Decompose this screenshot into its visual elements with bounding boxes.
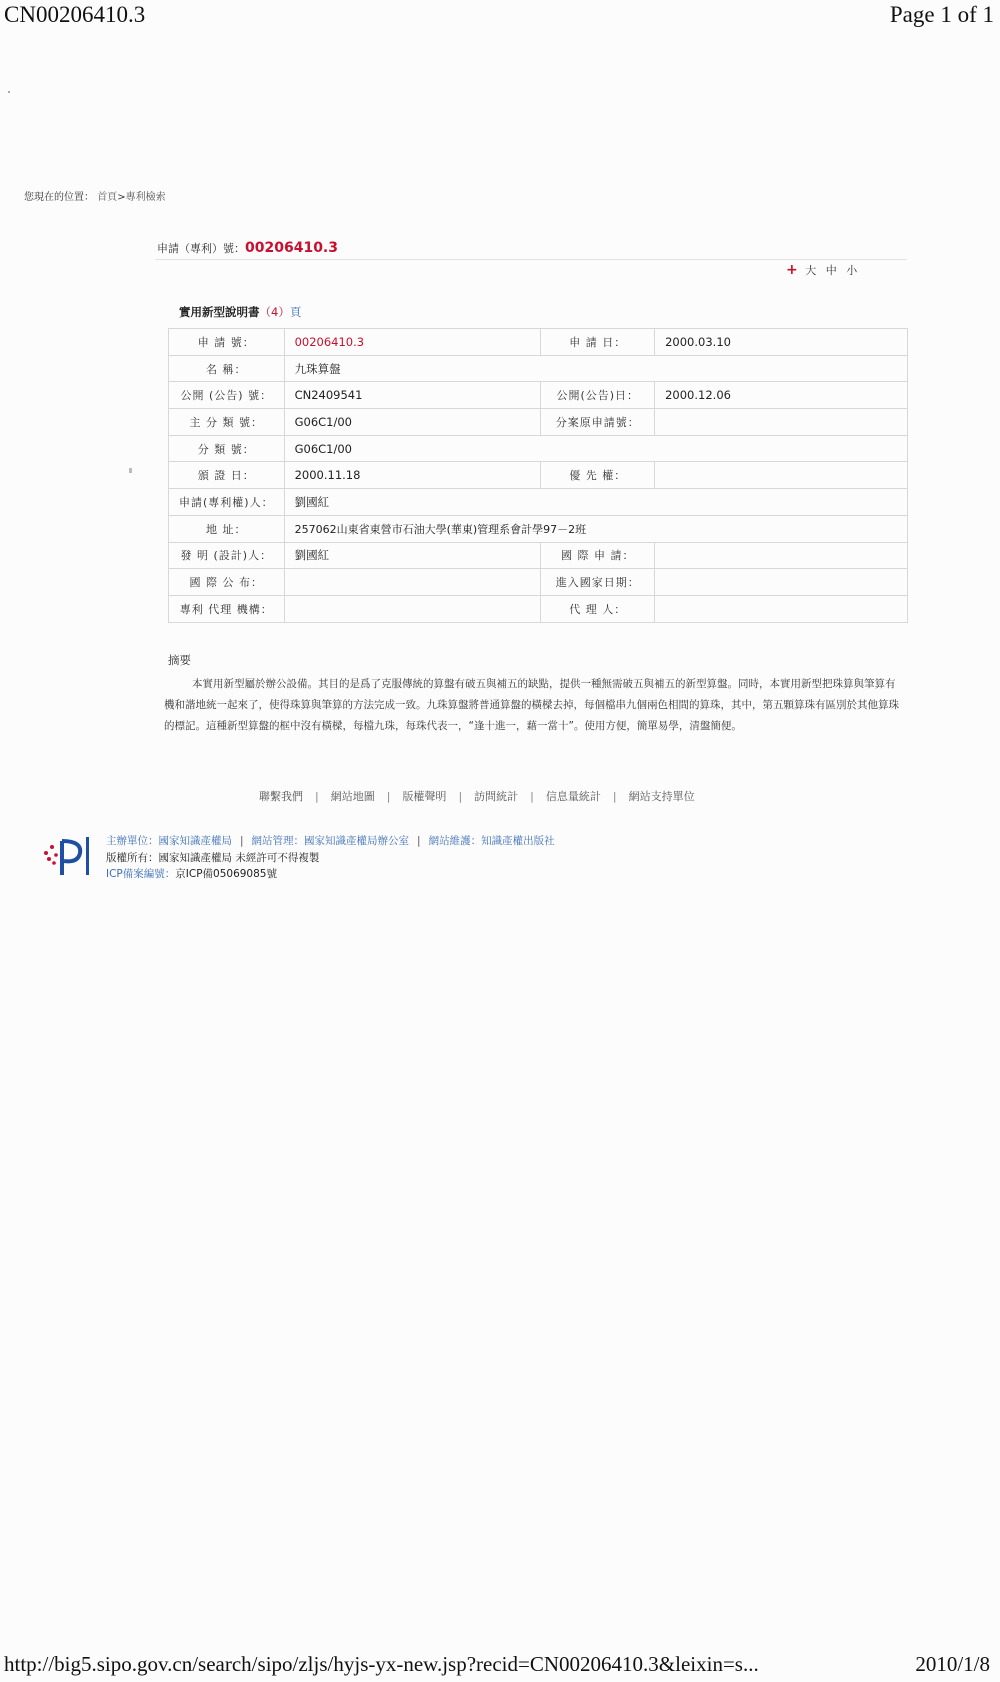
title-divider: [155, 259, 907, 260]
value-app-number: 00206410.3: [284, 329, 541, 356]
spec-page-unit: 頁: [289, 305, 302, 319]
scan-speck: [8, 91, 10, 93]
print-header-doc-id: CN00206410.3: [4, 2, 146, 27]
label-name: 名 稱：: [169, 355, 285, 382]
value-agent: [655, 595, 908, 622]
footer-icp: [106, 866, 277, 881]
value-pub-number: CN2409541: [284, 382, 541, 409]
value-main-class: G06C1/00: [284, 409, 541, 436]
footer-link-visit-stats[interactable]: 訪問統計: [474, 790, 519, 803]
print-footer-date: 2010/1/8: [915, 1652, 990, 1676]
footer-maintain: 網站維護：知識產權出版社: [428, 835, 555, 847]
table-row: [169, 542, 908, 569]
value-address: 257062山東省東營市石油大學(華東)管理系會計學97－2班: [284, 515, 907, 542]
value-intl-publication: [284, 569, 541, 596]
app-number-label: 申請（專利）號：: [157, 242, 245, 255]
font-size-small-button[interactable]: 小: [846, 264, 858, 277]
table-row: [169, 569, 908, 596]
table-row: [169, 409, 908, 436]
print-header-page: Page 1 of 1: [889, 2, 994, 27]
footer-link-supporters[interactable]: 網站支持單位: [628, 790, 695, 803]
font-size-control: [786, 262, 863, 278]
sipo-logo-icon: [40, 835, 92, 879]
label-intl-publication: 國 際 公 布：: [169, 569, 285, 596]
value-agency: [284, 595, 541, 622]
app-number-value: 00206410.3: [245, 240, 338, 256]
page-title: [157, 240, 338, 256]
table-row: [169, 462, 908, 489]
value-inventor: 劉國紅: [284, 542, 541, 569]
value-name: 九珠算盤: [284, 355, 907, 382]
value-app-date: 2000.03.10: [655, 329, 908, 356]
label-app-date: 申 請 日：: [541, 329, 655, 356]
value-pub-date: 2000.12.06: [655, 382, 908, 409]
value-grant-date: 2000.11.18: [284, 462, 541, 489]
plus-icon: +: [786, 262, 798, 278]
label-intl-application: 國 際 申 請：: [541, 542, 655, 569]
table-row: [169, 355, 908, 382]
breadcrumb-patent-search-link[interactable]: 專利檢索: [125, 192, 166, 203]
scan-speck: [129, 468, 132, 473]
abstract-heading: 摘要: [168, 653, 191, 667]
breadcrumb-label: 您現在的位置：: [24, 192, 94, 203]
footer-link-sitemap[interactable]: 網站地圖: [330, 790, 375, 803]
value-intl-application: [655, 542, 908, 569]
footer-link-contact[interactable]: 聯繫我們: [259, 790, 303, 803]
label-applicant: 申請(專利權)人：: [169, 489, 285, 516]
table-row: [169, 489, 908, 516]
spec-pages-link[interactable]: [179, 304, 301, 320]
breadcrumb: [24, 188, 166, 203]
label-address: 地 址：: [169, 515, 285, 542]
label-agent: 代 理 人：: [541, 595, 655, 622]
footer-copyright: 版權所有：國家知識產權局 未經許可不得複製: [106, 852, 320, 864]
table-row: [169, 595, 908, 622]
value-priority: [655, 462, 908, 489]
table-row: [169, 382, 908, 409]
value-national-entry-date: [655, 569, 908, 596]
footer-host: 主辦單位：國家知識產權局: [106, 835, 232, 847]
font-size-large-button[interactable]: 大: [805, 264, 817, 277]
footer-link-copyright[interactable]: 版權聲明: [402, 790, 447, 803]
footer-icp-value: 京ICP備05069085號: [175, 868, 277, 880]
label-national-entry-date: 進入國家日期：: [541, 569, 655, 596]
label-inventor: 發 明 (設計)人：: [169, 542, 285, 569]
footer-nav: 聯繫我們 | 網站地圖 | 版權聲明 | 訪問統計 | 信息量統計 | 網站支持單位: [259, 790, 695, 803]
breadcrumb-home-link[interactable]: 首頁: [97, 192, 118, 203]
value-divisional: [655, 409, 908, 436]
abstract-text: 本實用新型屬於辦公設備。其目的是爲了克服傳統的算盤有破五與補五的缺點，提供一種無需破五與補五的新型算盤。同時，本實用新型把珠算與筆算有機和諧地統一起來了，使得珠算與筆算的方法完成一致。九珠算盤將普通算盤的橫樑去掉，每個檔串九個兩色相間的算珠，其中，第五顆算珠有區別於其他算珠的標記。這種新型算盤的框中沒有橫樑，每檔九珠，每珠代表一，“逢十進一，藉一當十”。使用方便，簡單易學，清盤簡便。: [164, 678, 899, 732]
label-app-number: 申 請 號：: [169, 329, 285, 356]
label-class: 分 類 號：: [169, 435, 285, 462]
spec-page-count: （4）: [259, 305, 290, 319]
label-agency: 專利 代理 機構：: [169, 595, 285, 622]
table-row: [169, 329, 908, 356]
table-row: [169, 435, 908, 462]
value-class: G06C1/00: [284, 435, 907, 462]
label-grant-date: 頒 證 日：: [169, 462, 285, 489]
footer-icp-label: ICP備案編號：: [106, 868, 176, 880]
footer-link-info-stats[interactable]: 信息量統計: [545, 790, 601, 803]
patent-info-table: [168, 328, 908, 623]
label-priority: 優 先 權：: [541, 462, 655, 489]
spec-title: 實用新型說明書: [179, 305, 260, 319]
font-size-medium-button[interactable]: 中: [825, 264, 837, 277]
print-footer-url: http://big5.sipo.gov.cn/search/sipo/zljs/hyjs-yx-new.jsp?recid=CN00206410.3&leixin=s...: [4, 1652, 759, 1676]
label-main-class: 主 分 類 號：: [169, 409, 285, 436]
label-pub-date: 公開(公告)日：: [541, 382, 655, 409]
label-pub-number: 公開 (公告) 號：: [169, 382, 285, 409]
footer-host-info: 主辦單位：國家知識產權局 | 網站管理：國家知識產權局辦公室 | 網站維護：知識產權出版社: [106, 835, 555, 847]
table-row: [169, 515, 908, 542]
breadcrumb-separator: >: [117, 192, 126, 203]
footer-manage: 網站管理：國家知識產權局辦公室: [251, 835, 410, 847]
value-applicant: 劉國紅: [284, 489, 907, 516]
label-divisional: 分案原申請號：: [541, 409, 655, 436]
